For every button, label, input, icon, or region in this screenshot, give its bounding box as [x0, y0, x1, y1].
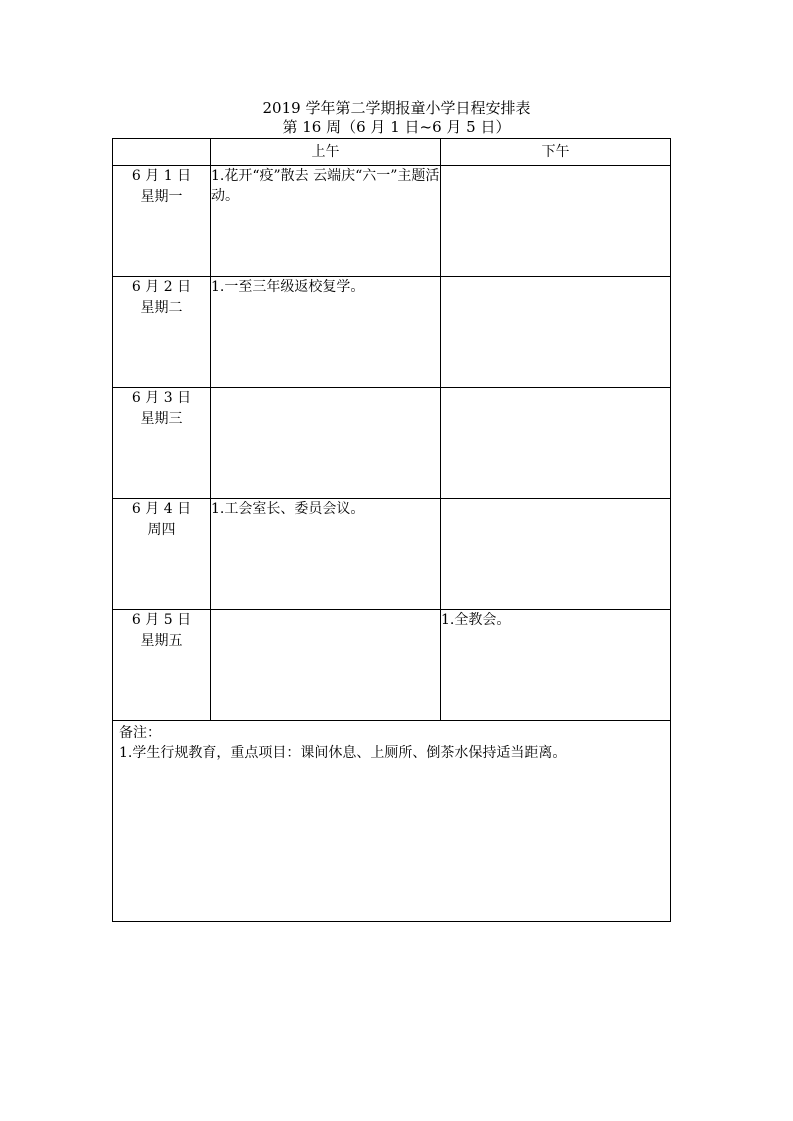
- morning-cell: 1.花开“疫”散去 云端庆“六一”主题活动。: [211, 166, 441, 277]
- day-date: 6 月 3 日: [131, 390, 192, 406]
- day-cell: [113, 277, 211, 388]
- table-row-friday: [113, 610, 671, 721]
- remarks-label: 备注：: [119, 725, 161, 741]
- afternoon-cell: [441, 388, 671, 499]
- day-date: 6 月 1 日: [131, 168, 192, 184]
- day-cell: [113, 388, 211, 499]
- remarks-row: [113, 721, 671, 922]
- remarks-cell: [113, 721, 671, 922]
- day-date: 6 月 4 日: [131, 501, 192, 517]
- morning-cell: 1.工会室长、委员会议。: [211, 499, 441, 610]
- morning-cell: 1.一至三年级返校复学。: [211, 277, 441, 388]
- day-date: 6 月 5 日: [131, 612, 192, 628]
- schedule-table: [112, 138, 671, 922]
- header-morning-cell: 上午: [211, 139, 441, 166]
- day-cell: [113, 166, 211, 277]
- remarks-item: 1.学生行规教育，重点项目：课间休息、上厕所、倒茶水保持适当距离。: [119, 745, 567, 761]
- day-weekday: 星期一: [140, 189, 183, 205]
- day-weekday: 星期五: [140, 633, 183, 649]
- afternoon-cell: [441, 277, 671, 388]
- afternoon-cell: [441, 499, 671, 610]
- morning-cell: [211, 388, 441, 499]
- table-row-thursday: [113, 499, 671, 610]
- day-weekday: 星期三: [140, 411, 183, 427]
- header-afternoon-cell: 下午: [441, 139, 671, 166]
- day-weekday: 周四: [147, 522, 176, 538]
- table-row-tuesday: [113, 277, 671, 388]
- day-cell: [113, 610, 211, 721]
- table-header-row: [113, 139, 671, 166]
- day-cell: [113, 499, 211, 610]
- day-date: 6 月 2 日: [131, 279, 192, 295]
- afternoon-cell: 1.全教会。: [441, 610, 671, 721]
- page-title: 2019 学年第二学期报童小学日程安排表: [262, 99, 531, 117]
- table-row-wednesday: [113, 388, 671, 499]
- table-row-monday: [113, 166, 671, 277]
- afternoon-cell: [441, 166, 671, 277]
- page-subtitle: 第 16 周（6 月 1 日~6 月 5 日）: [282, 118, 511, 136]
- header-blank-cell: [113, 139, 211, 166]
- day-weekday: 星期二: [140, 300, 183, 316]
- morning-cell: [211, 610, 441, 721]
